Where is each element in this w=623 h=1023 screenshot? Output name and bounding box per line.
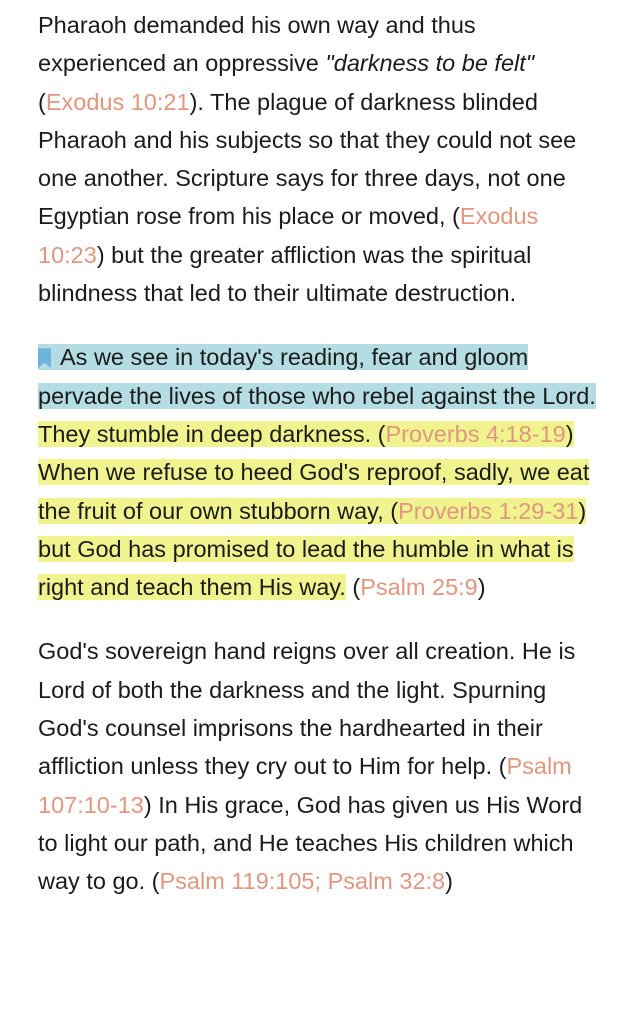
paragraph-text: ) In His grace, God has given us His Word to light our path, and He teaches His children which way to go. ( bbox=[38, 791, 583, 895]
paragraph-text: ) bbox=[477, 574, 486, 601]
bookmark-icon[interactable] bbox=[38, 348, 51, 368]
scripture-link-psalm-119-105-psalm-32-8[interactable]: Psalm 119:105; Psalm 32:8 bbox=[159, 868, 446, 895]
blue-highlight[interactable] bbox=[38, 344, 596, 408]
paragraph-text: ) but the greater affliction was the spiritual blindness that led to their ultimate destruction. bbox=[38, 241, 532, 307]
scripture-link-proverbs-1-29-31[interactable]: Proverbs 1:29-31 bbox=[398, 497, 579, 524]
scripture-link-exodus-10-21[interactable]: Exodus 10:21 bbox=[45, 88, 190, 115]
scripture-link-exodus-10-23[interactable]: Exodus 10:23 bbox=[38, 203, 539, 268]
italic-quote: "darkness to be felt" bbox=[325, 50, 535, 77]
paragraph-1 bbox=[38, 6, 601, 312]
scripture-link-psalm-107-10-13[interactable]: Psalm 107:10-13 bbox=[38, 753, 572, 818]
scripture-link-psalm-25-9[interactable]: Psalm 25:9 bbox=[360, 574, 478, 601]
paragraph-text: ). The plague of darkness blinded Pharaoh and his subjects so that they could not see one another. Scripture says for three days, not one Egyptian rose from his place or moved, ( bbox=[38, 88, 577, 230]
paragraph-text: ( bbox=[38, 88, 46, 115]
scripture-link-proverbs-4-18-19[interactable]: Proverbs 4:18-19 bbox=[385, 420, 566, 447]
paragraph-text: God's sovereign hand reigns over all creation. He is Lord of both the darkness and the light. Spurning God's counsel imprisons the hardhearted in their affliction unless they cry out to Him for help. ( bbox=[38, 638, 576, 780]
paragraph-2 bbox=[38, 338, 601, 606]
paragraph-text: Pharaoh demanded his own way and thus experienced an oppressive bbox=[38, 12, 476, 77]
highlighted-text: As we see in today's reading, fear and gloom pervade the lives of those who rebel against the Lord. bbox=[38, 344, 596, 409]
paragraph-3 bbox=[38, 632, 601, 900]
highlighted-text: They stumble in deep darkness. ( bbox=[38, 420, 386, 447]
yellow-highlight[interactable] bbox=[38, 421, 589, 600]
paragraph-text: ( bbox=[345, 574, 361, 601]
paragraph-text: ) bbox=[445, 868, 453, 895]
highlighted-text: ) When we refuse to heed God's reproof, sadly, we eat the fruit of our own stubborn way, ( bbox=[38, 420, 590, 524]
highlighted-text: ) but God has promised to lead the humble in what is right and teach them His way. bbox=[38, 497, 587, 601]
